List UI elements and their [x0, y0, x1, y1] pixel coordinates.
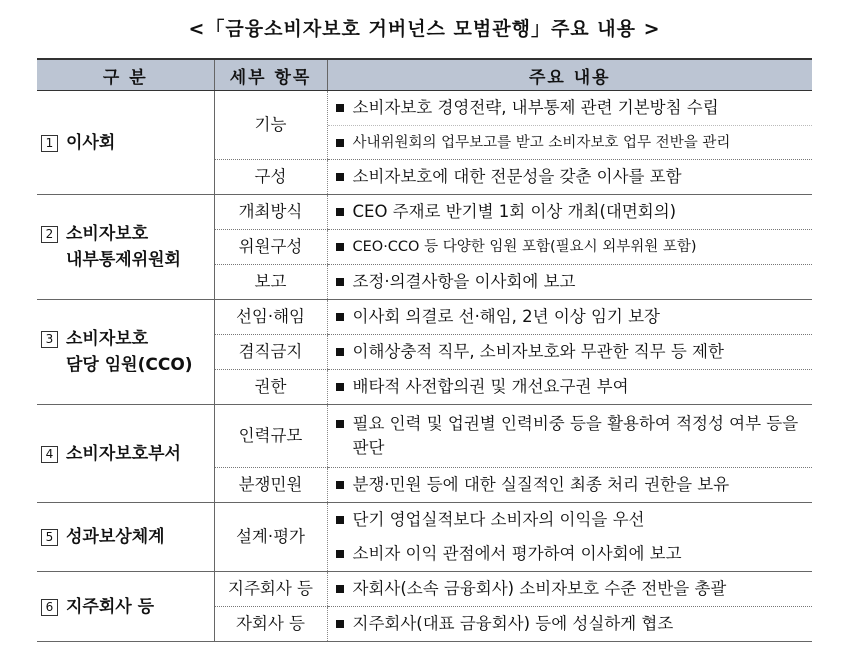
section-number: 4 [41, 446, 58, 463]
content-text: 이해상충적 직무, 소비자보호와 무관한 직무 등 제한 [352, 342, 724, 361]
section-number: 5 [41, 529, 58, 546]
section-number: 1 [41, 135, 58, 152]
content-cell [327, 230, 812, 265]
category-internal-control-committee [37, 195, 214, 300]
detail-item: 자회사 등 [214, 607, 327, 642]
bullet-icon [336, 278, 344, 286]
bullet-icon [336, 481, 344, 489]
category-label-line1: 소비자보호 [66, 329, 149, 349]
table-row [37, 91, 812, 160]
content-cell [327, 91, 812, 160]
content-text: 분쟁·민원 등에 대한 실질적인 최종 처리 권한을 보유 [352, 475, 730, 494]
content-text: 필요 인력 및 업권별 인력비중 등을 활용하여 적정성 여부 등을 판단 [352, 414, 799, 457]
detail-item: 인력규모 [214, 405, 327, 468]
category-holding-company [37, 572, 214, 642]
bullet-icon [336, 516, 344, 524]
category-consumer-dept [37, 405, 214, 503]
bullet-icon [336, 139, 344, 147]
detail-item: 지주회사 등 [214, 572, 327, 607]
header-content: 주요 내용 [327, 59, 812, 91]
content-text: 조정·의결사항을 이사회에 보고 [352, 272, 576, 291]
bullet-icon [336, 383, 344, 391]
category-label-line2: 내부통제위원회 [66, 250, 181, 270]
header-detail: 세부 항목 [214, 59, 327, 91]
bullet-icon [336, 420, 344, 428]
bullet-icon [336, 173, 344, 181]
content-text: CEO 주재로 반기별 1회 이상 개최(대면회의) [352, 202, 677, 221]
content-cell [327, 195, 812, 230]
bullet-icon [336, 243, 344, 251]
detail-item: 설계·평가 [214, 503, 327, 572]
content-text: 소비자보호에 대한 전문성을 갖춘 이사를 포함 [352, 167, 682, 186]
table-row [37, 405, 812, 468]
category-label: 이사회 [66, 132, 116, 153]
category-label-line1: 소비자보호 [66, 224, 149, 244]
detail-item: 구성 [214, 160, 327, 195]
content-text: 배타적 사전합의권 및 개선요구권 부여 [352, 377, 629, 396]
category-label-line2: 담당 임원(CCO) [66, 355, 193, 375]
table-row [37, 572, 812, 607]
table-header [37, 59, 812, 91]
category-compensation [37, 503, 214, 572]
content-text: 지주회사(대표 금융회사) 등에 성실하게 협조 [352, 614, 674, 633]
category-label: 성과보상체계 [66, 527, 165, 547]
section-number: 6 [41, 599, 58, 616]
content-cell [327, 160, 812, 195]
page-title: <「금융소비자보호 거버넌스 모범관행」주요 내용 > [188, 18, 661, 40]
category-label: 지주회사 등 [66, 596, 155, 617]
bullet-icon [336, 620, 344, 628]
table-row [37, 503, 812, 572]
bullet-icon [336, 550, 344, 558]
content-cell [327, 572, 812, 607]
bullet-icon [336, 208, 344, 216]
content-text: 이사회 의결로 선·해임, 2년 이상 임기 보장 [352, 307, 660, 326]
content-cell [327, 468, 812, 503]
detail-item: 분쟁민원 [214, 468, 327, 503]
detail-item: 위원구성 [214, 230, 327, 265]
detail-item: 보고 [214, 265, 327, 300]
content-text: 소비자 이익 관점에서 평가하여 이사회에 보고 [352, 544, 682, 563]
header-category: 구 분 [37, 59, 214, 91]
content-cell [327, 503, 812, 572]
bullet-icon [336, 585, 344, 593]
content-cell [327, 265, 812, 300]
content-text: CEO·CCO 등 다양한 임원 포함(필요시 외부위원 포함) [352, 239, 697, 255]
section-number: 3 [41, 331, 58, 348]
content-cell [327, 405, 812, 468]
bullet-icon [336, 313, 344, 321]
bullet-icon [336, 348, 344, 356]
category-label: 소비자보호부서 [66, 443, 181, 464]
category-board [37, 91, 214, 195]
content-text: 단기 영업실적보다 소비자의 이익을 우선 [352, 510, 645, 529]
table-row [37, 300, 812, 335]
content-text: 자회사(소속 금융회사) 소비자보호 수준 전반을 총괄 [352, 579, 727, 598]
detail-item: 권한 [214, 370, 327, 405]
governance-table [37, 58, 812, 642]
content-cell [327, 335, 812, 370]
section-number: 2 [41, 226, 58, 243]
content-cell [327, 607, 812, 642]
content-text: 사내위원회의 업무보고를 받고 소비자보호 업무 전반을 관리 [352, 134, 731, 151]
table-row [37, 195, 812, 230]
content-cell [327, 370, 812, 405]
detail-item: 겸직금지 [214, 335, 327, 370]
content-text: 소비자보호 경영전략, 내부통제 관련 기본방침 수립 [352, 97, 719, 117]
category-cco [37, 300, 214, 405]
bullet-icon [336, 104, 344, 112]
detail-item: 기능 [214, 91, 327, 160]
detail-item: 선임·해임 [214, 300, 327, 335]
content-cell [327, 300, 812, 335]
detail-item: 개최방식 [214, 195, 327, 230]
